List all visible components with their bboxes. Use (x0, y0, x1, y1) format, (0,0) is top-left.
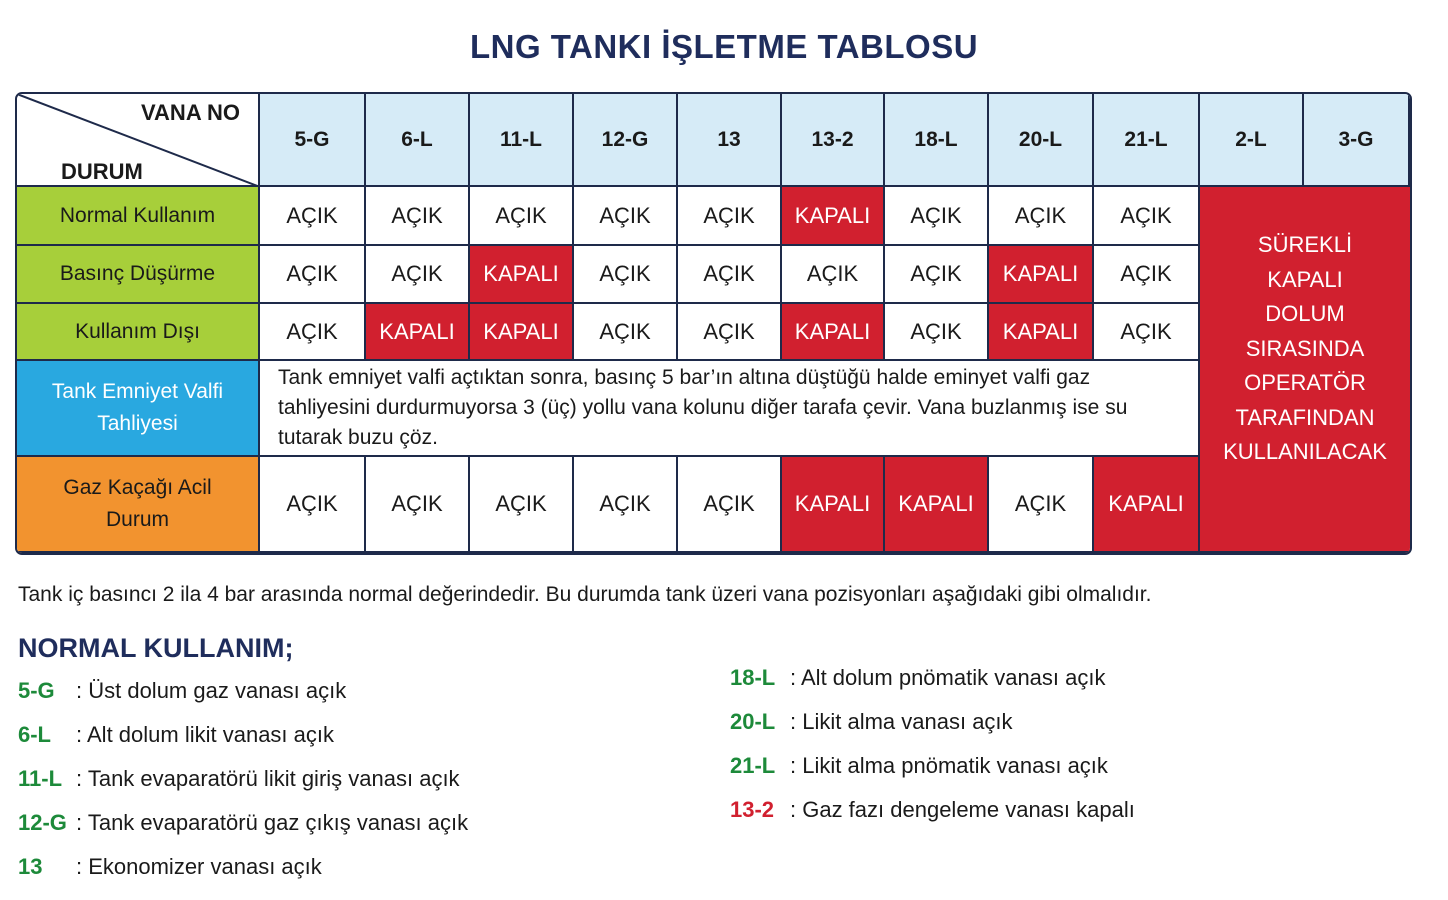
valve-state-cell: AÇIK (885, 304, 989, 361)
valve-state-cell: AÇIK (1094, 304, 1200, 361)
legend-valve-description: : Likit alma vanası açık (790, 709, 1013, 734)
valve-state-cell: AÇIK (260, 457, 366, 553)
instruction-note (260, 361, 1200, 457)
valve-state-cell: KAPALI (782, 187, 885, 246)
legend-valve-code: 13 (18, 854, 43, 879)
row-label-text: Tank Emniyet Valfi Tahliyesi (51, 380, 224, 435)
legend-valve-code: 21-L (730, 753, 776, 778)
row-label-text: Basınç Düşürme (59, 262, 216, 285)
valve-header-13: 13 (678, 94, 782, 187)
valve-state-cell: AÇIK (1094, 246, 1200, 304)
side-note-line: DOLUM (1265, 301, 1345, 327)
valve-state-cell: AÇIK (678, 187, 782, 246)
valve-state-cell: AÇIK (885, 246, 989, 304)
valve-state-cell: AÇIK (574, 246, 678, 304)
legend-valve-code: 20-L (730, 709, 776, 734)
valve-state-cell: KAPALI (782, 457, 885, 553)
legend-valve-code: 5-G (18, 678, 55, 703)
valve-state-cell: AÇIK (1094, 187, 1200, 246)
valve-state-cell: KAPALI (470, 304, 574, 361)
valve-state-cell: AÇIK (989, 187, 1094, 246)
row-label (17, 304, 260, 361)
legend-item (18, 810, 468, 836)
description-text: Tank iç basıncı 2 ila 4 bar arasında normal değerindedir. Bu durumda tank üzeri vana pozisyonları aşağıdaki gibi olmalıdır. (18, 583, 1152, 606)
side-note-line: KULLANILACAK (1223, 439, 1387, 465)
side-note-line: SÜREKLİ (1257, 232, 1353, 258)
valve-state-cell: AÇIK (574, 457, 678, 553)
row-label (17, 361, 260, 457)
legend-valve-description: : Üst dolum gaz vanası açık (76, 678, 347, 703)
side-note-line: KAPALI (1267, 266, 1343, 292)
legend-valve-code: 12-G (18, 810, 67, 835)
legend-valve-code: 18-L (730, 665, 776, 690)
legend-valve-description: : Gaz fazı dengeleme vanası kapalı (790, 797, 1135, 822)
section-title: NORMAL KULLANIM; (18, 633, 294, 663)
legend-item (18, 722, 334, 748)
side-note-line: SIRASINDA (1245, 335, 1365, 361)
valve-header-11-l: 11-L (470, 94, 574, 187)
legend-valve-code: 6-L (18, 722, 51, 747)
row-label (17, 457, 260, 553)
valve-state-cell: AÇIK (260, 246, 366, 304)
row-label-text: Kullanım Dışı (75, 319, 200, 343)
valve-state-cell: KAPALI (1094, 457, 1200, 553)
legend-item (18, 766, 460, 792)
valve-header-12-g: 12-G (574, 94, 678, 187)
legend-valve-description: : Alt dolum likit vanası açık (76, 722, 334, 747)
valve-state-cell: AÇIK (678, 457, 782, 553)
valve-state-cell: AÇIK (678, 246, 782, 304)
row-label-text: Gaz Kaçağı Acil Durum (63, 476, 212, 531)
valve-state-cell: KAPALI (470, 246, 574, 304)
operation-table (15, 92, 1412, 555)
table-corner-header (17, 94, 260, 187)
legend-item (18, 854, 322, 880)
valve-state-cell: KAPALI (989, 304, 1094, 361)
valve-state-cell: AÇIK (678, 304, 782, 361)
valve-state-cell: AÇIK (782, 246, 885, 304)
row-label (17, 187, 260, 246)
valve-state-cell: AÇIK (470, 457, 574, 553)
valve-header-5-g: 5-G (260, 94, 366, 187)
valve-state-cell: AÇIK (260, 187, 366, 246)
legend-valve-description: : Alt dolum pnömatik vanası açık (790, 665, 1106, 690)
valve-header-21-l: 21-L (1094, 94, 1200, 187)
valve-state-cell: KAPALI (989, 246, 1094, 304)
legend-valve-description: : Tank evaparatörü likit giriş vanası açık (76, 766, 460, 791)
legend-item (730, 665, 1106, 691)
legend-valve-code: 13-2 (730, 797, 775, 822)
valve-header-13-2: 13-2 (782, 94, 885, 187)
page-title: LNG TANKI İŞLETME TABLOSU (469, 28, 979, 65)
corner-bottom-label: DURUM (61, 159, 143, 184)
valve-state-cell: AÇIK (989, 457, 1094, 553)
valve-state-cell: KAPALI (885, 457, 989, 553)
valve-state-cell: AÇIK (574, 304, 678, 361)
legend-valve-description: : Likit alma pnömatik vanası açık (790, 753, 1108, 778)
side-note-line: TARAFINDAN (1235, 404, 1375, 430)
valve-state-cell: AÇIK (366, 457, 470, 553)
valve-header-6-l: 6-L (366, 94, 470, 187)
legend-valve-description: : Ekonomizer vanası açık (76, 854, 322, 879)
valve-state-cell: AÇIK (260, 304, 366, 361)
row-label-text: Normal Kullanım (59, 203, 216, 227)
valve-header-3-g: 3-G (1304, 94, 1410, 187)
corner-top-label: VANA NO (141, 100, 240, 125)
legend-item (730, 753, 1108, 779)
row-label (17, 246, 260, 304)
legend-valve-description: : Tank evaparatörü gaz çıkış vanası açık (76, 810, 469, 835)
valve-state-cell: AÇIK (574, 187, 678, 246)
valve-state-cell: AÇIK (366, 246, 470, 304)
valve-state-cell: KAPALI (366, 304, 470, 361)
side-note-line: OPERATÖR (1244, 370, 1366, 396)
valve-header-18-l: 18-L (885, 94, 989, 187)
valve-state-cell: AÇIK (366, 187, 470, 246)
continuous-closed-note (1200, 187, 1410, 553)
valve-header-20-l: 20-L (989, 94, 1094, 187)
legend-item (730, 709, 1013, 735)
valve-header-2-l: 2-L (1200, 94, 1304, 187)
legend-item (730, 797, 1135, 823)
valve-state-cell: AÇIK (885, 187, 989, 246)
legend-item (18, 678, 346, 704)
valve-state-cell: AÇIK (470, 187, 574, 246)
valve-state-cell: KAPALI (782, 304, 885, 361)
instruction-note-text: Tank emniyet valfi açtıktan sonra, basınç 5 bar’ın altına düştüğü halde eminyet valfi gaz tahliyesini durdurmuyorsa 3 (üç) yollu vana kolunu diğer tarafa çevir. Vana buzlanmış ise su tutarak buzu çöz. (278, 366, 1128, 449)
legend-valve-code: 11-L (18, 766, 63, 791)
